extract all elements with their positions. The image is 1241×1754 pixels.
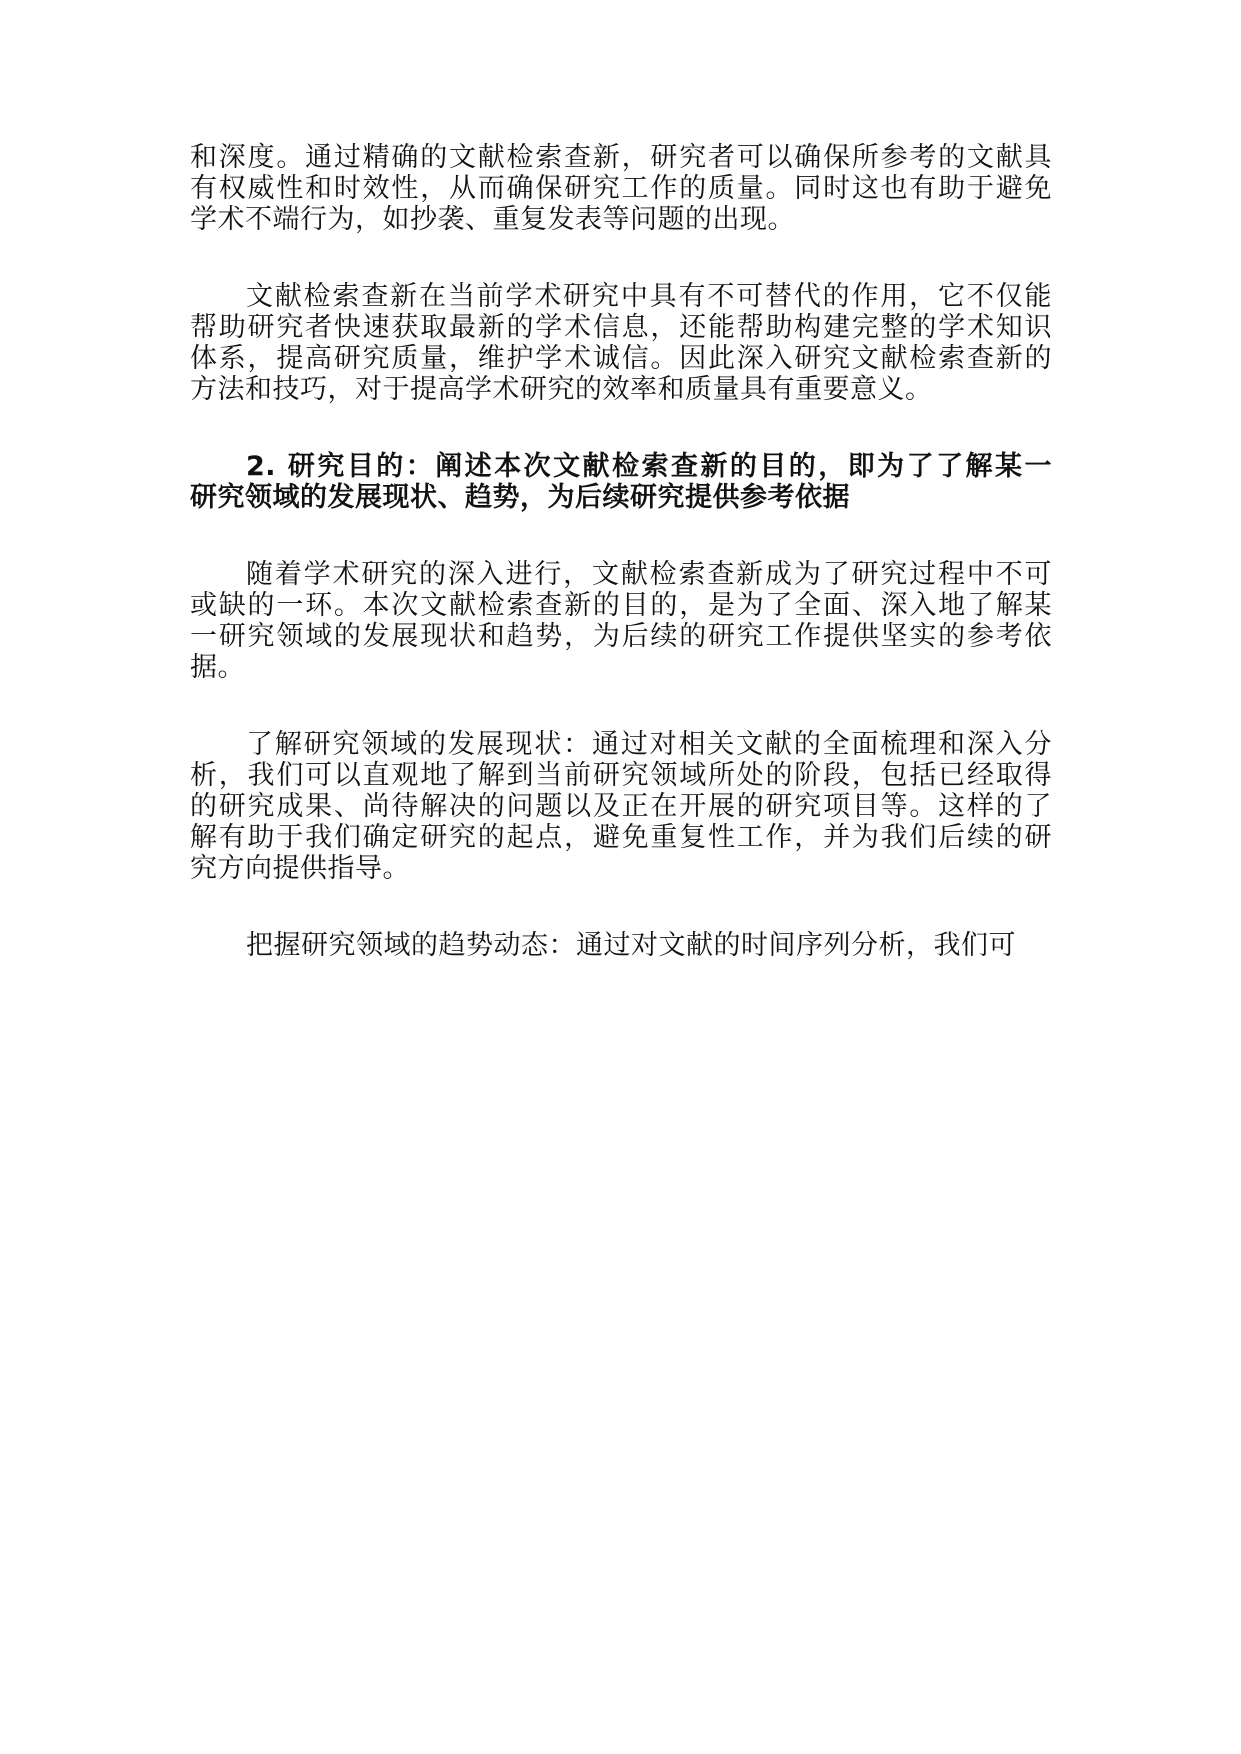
text-column [190,142,1052,1007]
paragraph-3 [190,559,1052,683]
paragraph-line: 随着学术研究的深入进行，文献检索查新成为了研究过程中不可 [246,559,1052,590]
paragraph-line: 文献检索查新在当前学术研究中具有不可替代的作用，它不仅能 [246,281,1052,312]
paragraph-line: 有权威性和时效性，从而确保研究工作的质量。同时这也有助于避免 [190,173,1052,204]
paragraph-5 [190,930,1052,961]
paragraph-line: 帮助研究者快速获取最新的学术信息，还能帮助构建完整的学术知识 [190,312,1052,343]
paragraph-2 [190,281,1052,405]
paragraph-1 [190,142,1052,235]
paragraph-line: 和深度。通过精确的文献检索查新，研究者可以确保所参考的文献具 [190,142,1052,173]
paragraph-line: 学术不端行为，如抄袭、重复发表等问题的出现。 [190,204,795,235]
paragraph-line: 的研究成果、尚待解决的问题以及正在开展的研究项目等。这样的了 [190,791,1052,822]
paragraph-line: 一研究领域的发展现状和趋势，为后续的研究工作提供坚实的参考依 [190,621,1052,652]
heading-line: 2. 研究目的：阐述本次文献检索查新的目的，即为了了解某一 [246,451,1052,482]
paragraph-line: 或缺的一环。本次文献检索查新的目的，是为了全面、深入地了解某 [190,590,1052,621]
paragraph-line: 体系，提高研究质量，维护学术诚信。因此深入研究文献检索查新的 [190,343,1052,374]
section-heading [190,451,1052,513]
paragraph-line: 把握研究领域的趋势动态：通过对文献的时间序列分析，我们可 [246,930,1016,961]
paragraph-line: 解有助于我们确定研究的起点，避免重复性工作，并为我们后续的研 [190,822,1052,853]
paragraph-line: 据。 [190,652,245,683]
paragraph-line: 析，我们可以直观地了解到当前研究领域所处的阶段，包括已经取得 [190,760,1052,791]
paragraph-line: 究方向提供指导。 [190,853,410,884]
paragraph-line: 方法和技巧，对于提高学术研究的效率和质量具有重要意义。 [190,374,933,405]
heading-line: 研究领域的发展现状、趋势，为后续研究提供参考依据 [190,482,850,513]
paragraph-line: 了解研究领域的发展现状：通过对相关文献的全面梳理和深入分 [246,729,1052,760]
paragraph-4 [190,729,1052,884]
